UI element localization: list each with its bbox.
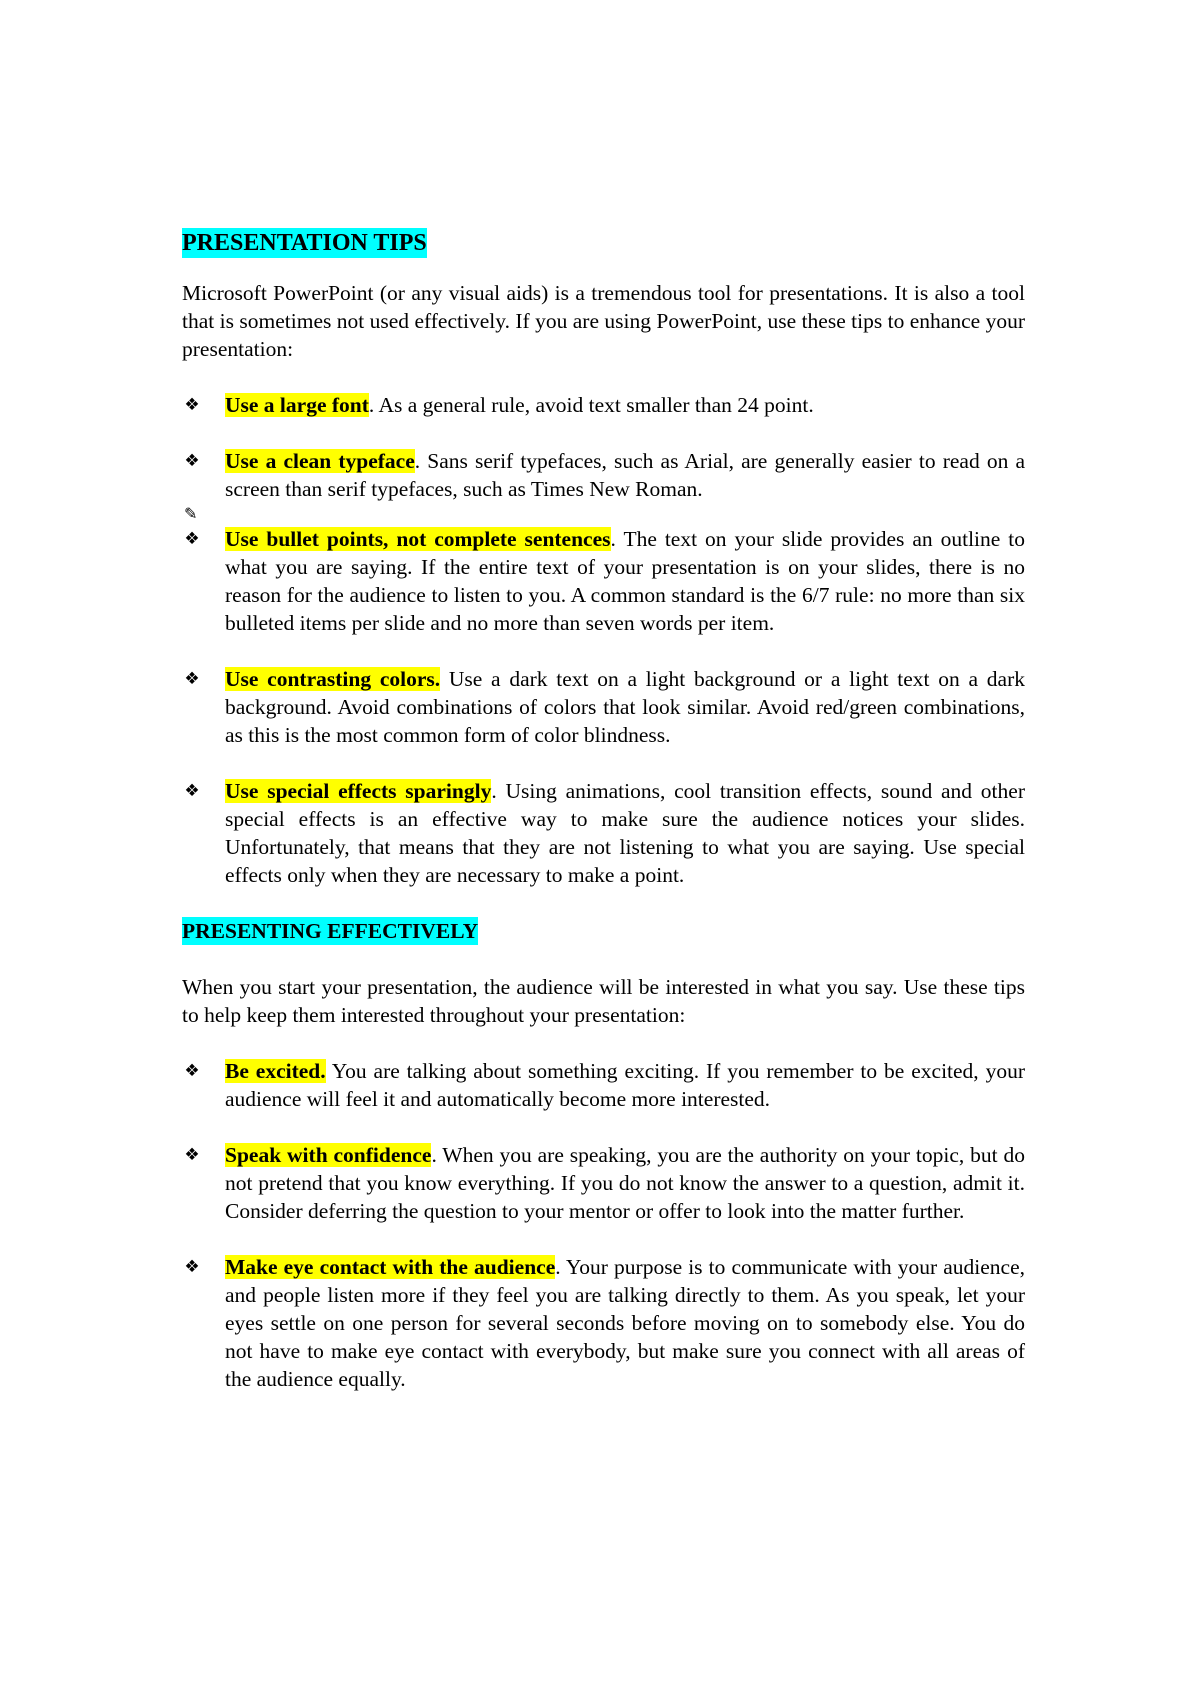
list-item [182,1057,1025,1113]
list-item [182,1141,1025,1225]
section1-title-row [182,228,1025,258]
tip-text: . The text on your slide provides an outline to what you are saying. If the entire text of your presentation is on your slides, there is no reason for the audience to listen to you. A common standard is the 6/7 rule: no more than six bulleted items per slide and no more than seven words per item. [225,527,1025,635]
section2-title-row [182,917,1025,945]
pen-mark-icon: ✎ [184,504,198,523]
tip-highlight: Speak with confidence [225,1143,432,1167]
section-title-presenting-effectively: PRESENTING EFFECTIVELY [182,919,479,943]
section1-intro: Microsoft PowerPoint (or any visual aids) is a tremendous tool for presentations. It is also a tool that is sometimes not used effectively. If you are using PowerPoint, use these tips to enhance your presentation: [182,281,1025,361]
diamond-bullet-icon: ❖ [184,669,200,689]
diamond-bullet-icon: ❖ [184,1257,200,1277]
diamond-bullet-icon: ❖ [184,451,200,471]
list-item [182,1253,1025,1393]
list-item [182,447,1025,503]
tip-highlight: Use special effects sparingly [225,779,492,803]
tip-highlight: Use bullet points, not complete sentences [225,527,611,551]
diamond-bullet-icon: ❖ [184,1061,200,1081]
tip-text: . Sans serif typefaces, such as Arial, are generally easier to read on a screen than serif typefaces, such as Times New Roman. [225,449,1025,501]
tip-text: You are talking about something exciting. If you remember to be excited, your audience will feel it and automatically become more interested. [225,1059,1025,1111]
section2-intro: When you start your presentation, the audience will be interested in what you say. Use these tips to help keep them interested throughout your presentation: [182,975,1025,1027]
tip-highlight: Make eye contact with the audience [225,1255,556,1279]
list-item [182,391,1025,419]
tip-text: . Your purpose is to communicate with your audience, and people listen more if they feel you are talking directly to them. As you speak, let your eyes settle on one person for several seconds before moving on to somebody else. You do not have to make eye contact with everybody, but make sure you connect with all areas of the audience equally. [225,1255,1025,1391]
presenting-effectively-list [182,1057,1025,1393]
diamond-bullet-icon: ❖ [184,1145,200,1165]
tip-text: . Using animations, cool transition effects, sound and other special effects is an effective way to make sure the audience notices your slides. Unfortunately, that means that they are not listening to what you are saying. Use special effects only when they are necessary to make a point. [225,779,1025,887]
document-content [182,228,1025,1393]
list-item [182,665,1025,749]
presentation-tips-list [182,391,1025,889]
tip-highlight: Use contrasting colors. [225,667,441,691]
tip-highlight: Use a clean typeface [225,449,415,473]
list-item [182,777,1025,889]
tip-text: . When you are speaking, you are the authority on your topic, but do not pretend that you know everything. If you do not know the answer to a question, admit it. Consider deferring the question to your mentor or offer to look into the matter further. [225,1143,1025,1223]
list-item [182,525,1025,637]
diamond-bullet-icon: ❖ [184,529,200,549]
diamond-bullet-icon: ❖ [184,781,200,801]
tip-highlight: Be excited. [225,1059,326,1083]
tip-text: Use a dark text on a light background or a light text on a dark background. Avoid combinations of colors that look similar. Avoid red/green combinations, as this is the most common form of color blindness. [225,667,1025,747]
diamond-bullet-icon: ❖ [184,395,200,415]
tip-text: . As a general rule, avoid text smaller than 24 point. [368,393,814,417]
tip-highlight: Use a large font [225,393,369,417]
section-title-presentation-tips: PRESENTATION TIPS [182,230,427,256]
